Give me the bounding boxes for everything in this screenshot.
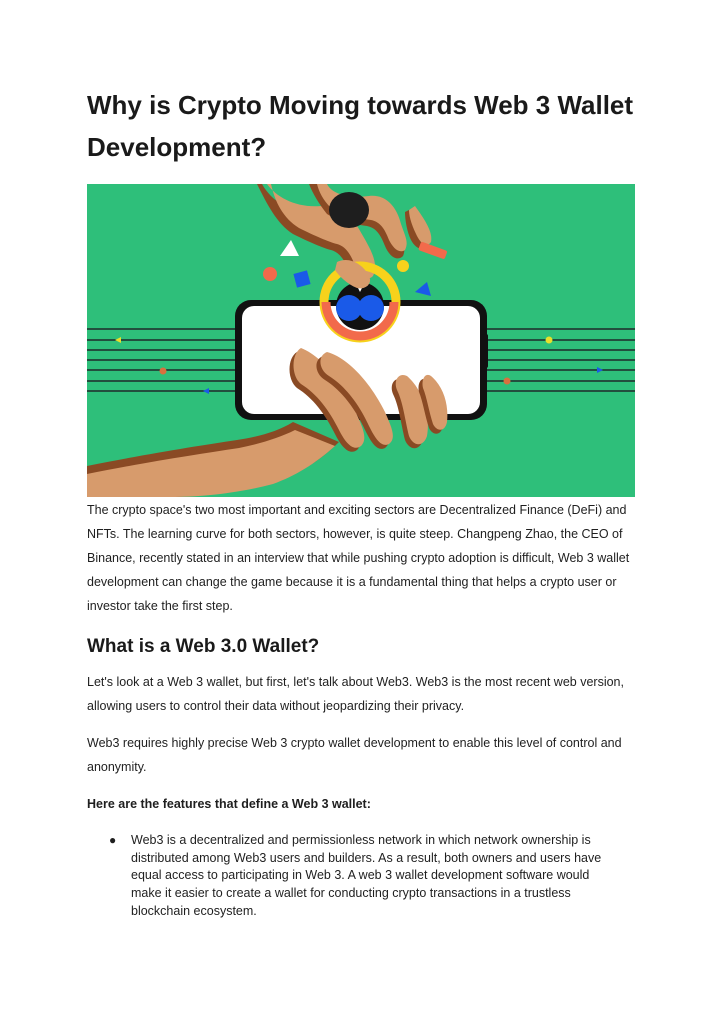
page-title: Why is Crypto Moving towards Web 3 Wallet Development? — [87, 90, 634, 162]
yellow-circle-shape — [397, 260, 409, 272]
intro-paragraph: The crypto space's two most important and exciting sectors are Decentralized Finance (DeFi) and NFTs. The learning curve for both sectors, however, is quite steep. Changpeng Zhao, the CEO of Binance, recently stated in an interview that while pushing crypto adoption is difficult, Web 3 wallet development can change the game because it is a fundamental thing that helps a crypto user or investor take the first step. — [87, 503, 630, 613]
section-paragraph-1: Let's look at a Web 3 wallet, but first, let's talk about Web3. Web3 is the most recent web version, allowing users to control their data without jeopardizing their privacy. — [87, 675, 624, 713]
dark-fingertip — [329, 192, 369, 228]
section-paragraph-2: Web3 requires highly precise Web 3 crypto wallet development to enable this level of control and anonymity. — [87, 736, 622, 774]
yellow-dot-marker — [546, 337, 553, 344]
features-list — [87, 832, 635, 921]
list-item-text: Web3 is a decentralized and permissionless network in which network ownership is distributed among Web3 users and builders. As a result, both owners and users have equal access to participating in Web 3. A web 3 wallet development software would make it easier to create a wallet for conducting crypto transactions in a trustless blockchain ecosystem. — [131, 833, 602, 918]
hero-illustration — [87, 184, 635, 497]
orange-dot-marker — [160, 368, 167, 375]
bullet-icon: ● — [109, 833, 117, 847]
list-item — [87, 832, 611, 921]
orange-circle-shape — [263, 267, 277, 281]
orange-dot-marker-right — [504, 378, 511, 385]
section-heading: What is a Web 3.0 Wallet? — [87, 636, 320, 657]
features-heading: Here are the features that define a Web 3 wallet: — [87, 797, 371, 811]
